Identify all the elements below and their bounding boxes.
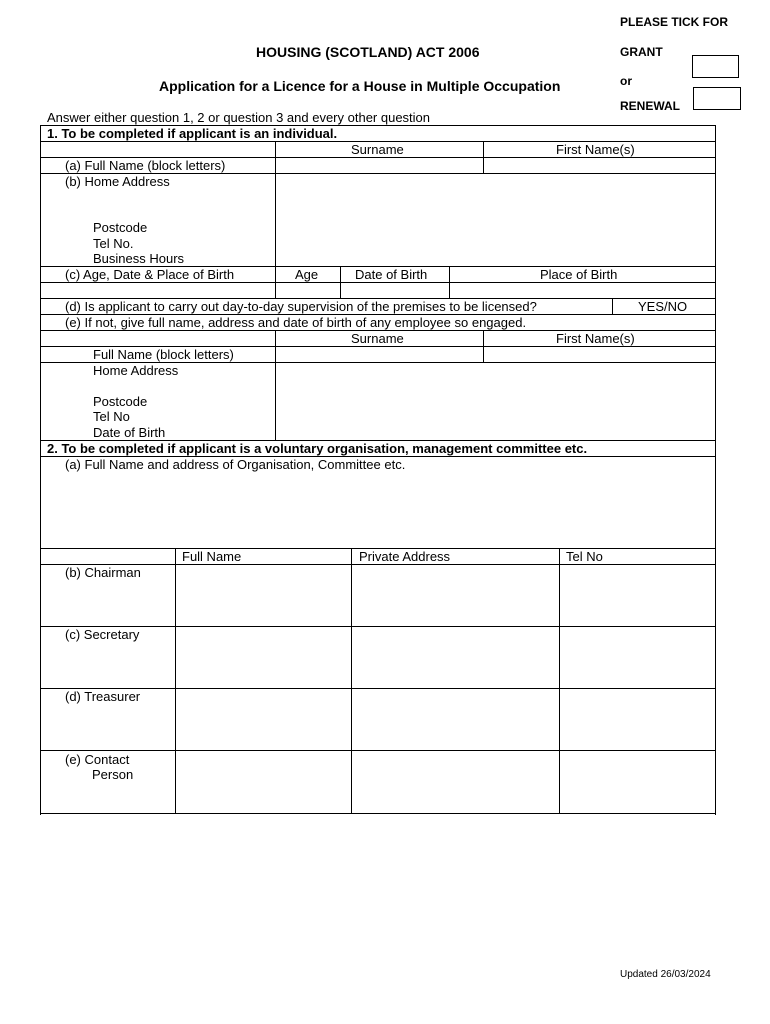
age-header: Age: [295, 267, 319, 282]
contact-person-label-2: Person: [92, 767, 134, 782]
employee-first-names-input[interactable]: [484, 347, 714, 362]
pob-header: Place of Birth: [540, 267, 618, 282]
postcode-label: Postcode: [93, 220, 148, 235]
dob-header: Date of Birth: [355, 267, 428, 282]
secretary-label: (c) Secretary: [65, 627, 140, 642]
employee-home-address-label: Home Address: [93, 363, 179, 378]
col-tel: Tel No: [566, 549, 603, 564]
application-title: Application for a Licence for a House in Multiple Occupation: [159, 78, 561, 94]
home-address-input[interactable]: [276, 174, 714, 266]
treasurer-label: (d) Treasurer: [65, 689, 141, 704]
tel-label: Tel No.: [93, 236, 134, 251]
employee-full-name-label: Full Name (block letters): [93, 347, 234, 362]
renewal-label: RENEWAL: [620, 99, 680, 113]
full-name-label: (a) Full Name (block letters): [65, 158, 226, 173]
secretary-full-name-input[interactable]: [176, 627, 350, 688]
chairman-address-input[interactable]: [352, 565, 558, 626]
treasurer-address-input[interactable]: [352, 689, 558, 750]
section2-heading: 2. To be completed if applicant is a voluntary organisation, management committee etc.: [47, 441, 588, 456]
business-hours-label: Business Hours: [93, 251, 185, 266]
secretary-tel-input[interactable]: [560, 627, 714, 688]
first-names-input[interactable]: [484, 158, 714, 173]
pob-input[interactable]: [450, 283, 714, 298]
surname-header: Surname: [351, 142, 404, 157]
organisation-input[interactable]: [41, 473, 714, 548]
chairman-label: (b) Chairman: [65, 565, 141, 580]
section1-heading: 1. To be completed if applicant is an individual.: [47, 126, 338, 141]
col-full-name: Full Name: [182, 549, 242, 564]
employee-postcode-label: Postcode: [93, 394, 148, 409]
secretary-address-input[interactable]: [352, 627, 558, 688]
age-input[interactable]: [276, 283, 339, 298]
col-private-address: Private Address: [359, 549, 451, 564]
contact-person-label: (e) Contact: [65, 752, 130, 767]
or-label: or: [620, 74, 632, 88]
please-tick-label: PLEASE TICK FOR: [620, 15, 729, 29]
employee-surname-input[interactable]: [276, 347, 482, 362]
first-names-header: First Name(s): [556, 142, 635, 157]
employee-surname-header: Surname: [351, 331, 404, 346]
employee-question: (e) If not, give full name, address and date of birth of any employee so engaged.: [65, 315, 527, 330]
supervision-question: (d) Is applicant to carry out day-to-day supervision of the premises to be licensed?: [65, 299, 537, 314]
contact-address-input[interactable]: [352, 751, 558, 813]
chairman-tel-input[interactable]: [560, 565, 714, 626]
grant-label: GRANT: [620, 45, 663, 59]
contact-full-name-input[interactable]: [176, 751, 350, 813]
yes-no-field[interactable]: YES/NO: [638, 299, 688, 314]
employee-tel-label: Tel No: [93, 409, 130, 424]
grant-tickbox[interactable]: [692, 55, 739, 78]
home-address-label: (b) Home Address: [65, 174, 170, 189]
dob-input[interactable]: [341, 283, 448, 298]
treasurer-tel-input[interactable]: [560, 689, 714, 750]
employee-dob-label: Date of Birth: [93, 425, 166, 440]
surname-input[interactable]: [276, 158, 482, 173]
treasurer-full-name-input[interactable]: [176, 689, 350, 750]
act-title: HOUSING (SCOTLAND) ACT 2006: [256, 44, 480, 60]
updated-date: Updated 26/03/2024: [620, 969, 711, 980]
contact-tel-input[interactable]: [560, 751, 714, 813]
organisation-label: (a) Full Name and address of Organisation, Committee etc.: [65, 457, 406, 472]
employee-first-names-header: First Name(s): [556, 331, 635, 346]
chairman-full-name-input[interactable]: [176, 565, 350, 626]
renewal-tickbox[interactable]: [693, 87, 741, 110]
age-dob-pob-label: (c) Age, Date & Place of Birth: [65, 267, 235, 282]
employee-address-input[interactable]: [276, 363, 714, 440]
intro-instruction: Answer either question 1, 2 or question 3 and every other question: [47, 110, 431, 125]
